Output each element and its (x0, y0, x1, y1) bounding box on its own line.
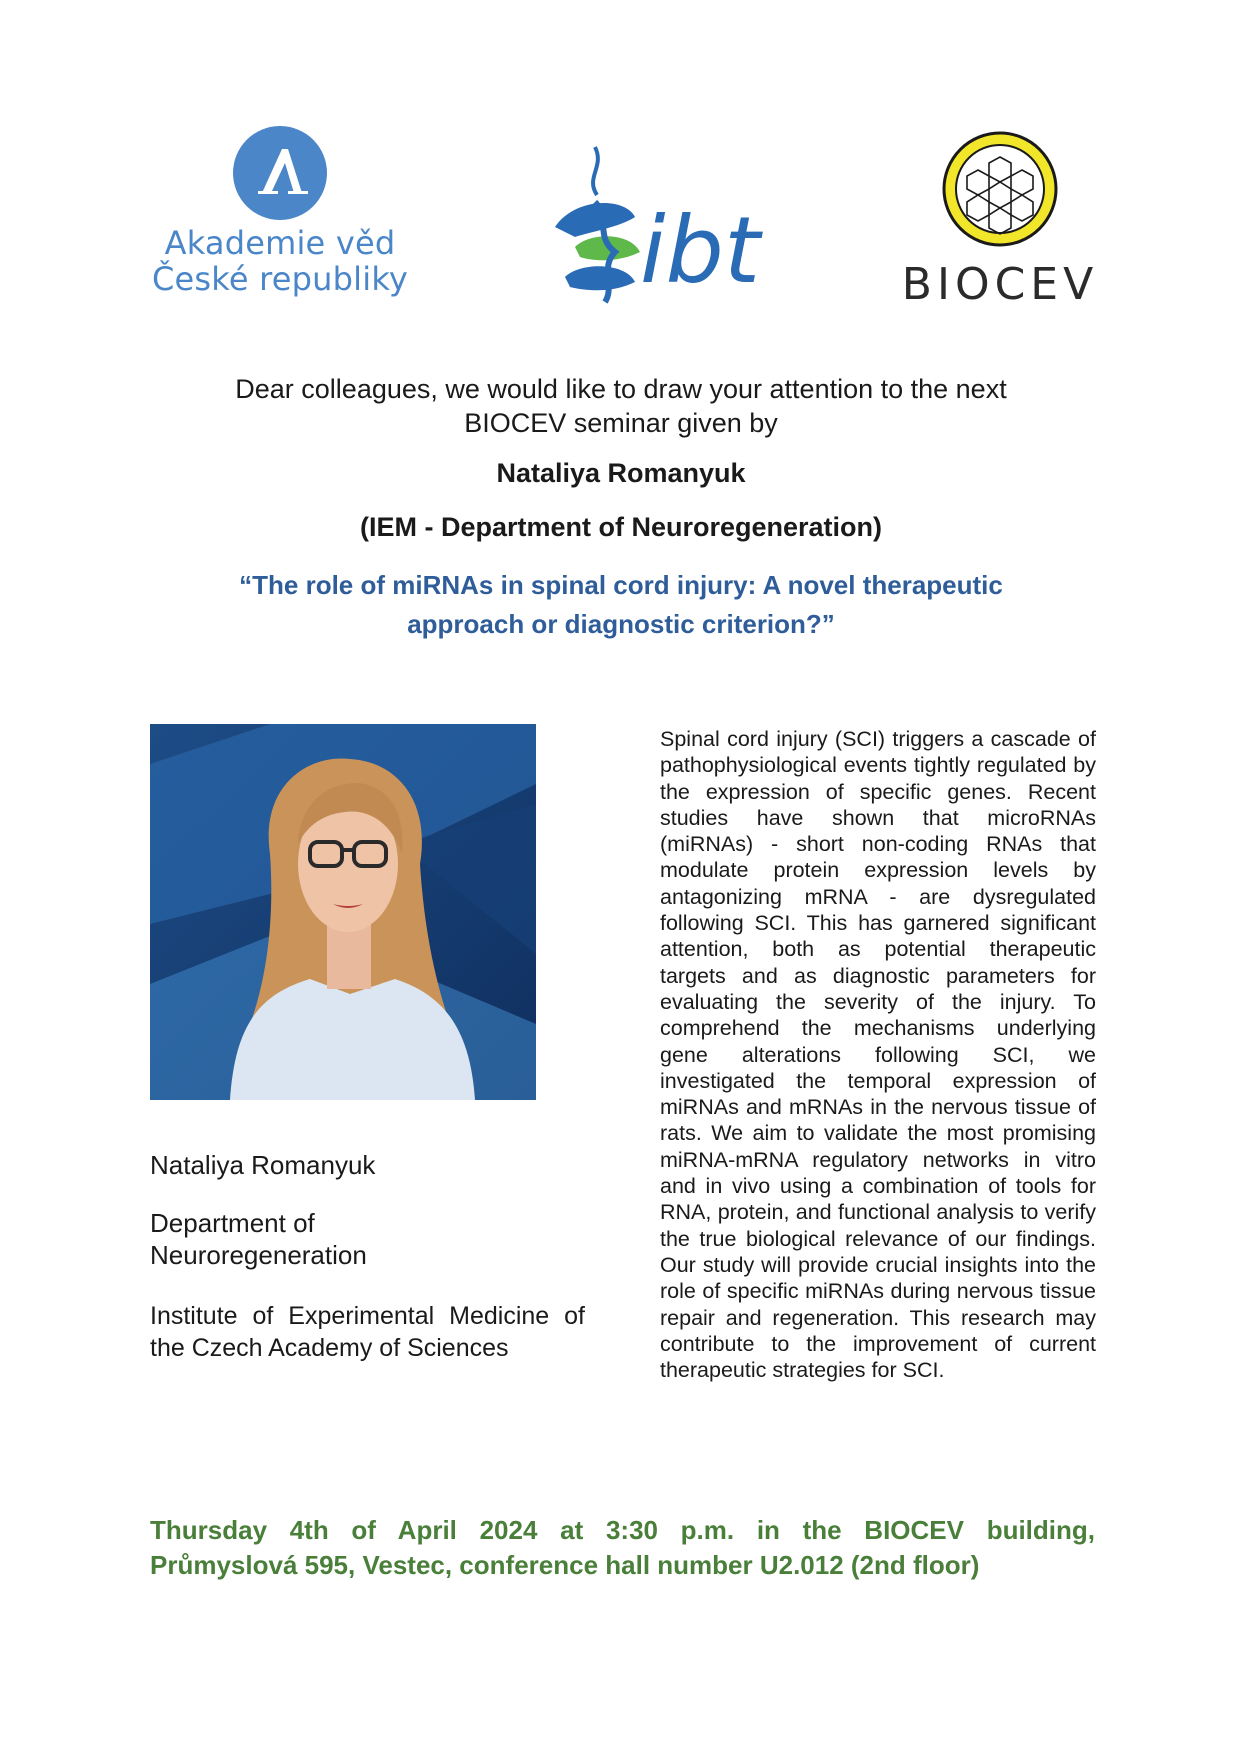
ibt-logo (535, 137, 775, 327)
speaker-name: Nataliya Romanyuk (496, 458, 746, 488)
event-line2: Průmyslová 595, Vestec, conference hall number U2.012 (2nd floor) (150, 1550, 980, 1580)
academy-of-sciences-logo (150, 125, 410, 315)
speaker-department: (IEM - Department of Neuroregeneration) (359, 512, 883, 542)
academy-name-line1: Akademie věd (164, 224, 396, 262)
speaker-photo (150, 724, 536, 1100)
caption-department (150, 1207, 367, 1271)
intro-text (0, 372, 1242, 440)
abstract-text: Spinal cord injury (SCI) triggers a cascade of pathophysiological events tightly regulated by the expression of specific genes. Recent studies have shown that microRNAs (miRNAs) - short non-coding RNAs that modulate protein expression levels by antagonizing mRNA - are dysregulated following SCI. This has garnered significant attention, both as potential therapeutic targets and as diagnostic parameters for evaluating the severity of the injury. To comprehend the mechanisms underlying gene alterations following SCI, we investigated the temporal expression of miRNAs and mRNAs in the nervous tissue of rats. We aim to validate the most promising miRNA-mRNA regulatory networks in vitro and in vivo using a combination of tools for RNA, protein, and functional analysis to verify the true biological relevance of our findings. Our study will provide crucial insights into the role of specific miRNAs during nervous tissue repair and regeneration. This research may contribute to the improvement of current therapeutic strategies for SCI. (660, 727, 1096, 1383)
academy-name (150, 225, 410, 297)
caption-institute: Institute of Experimental Medicine of the Czech Academy of Sciences (150, 1302, 585, 1362)
academy-name-line2: České republiky (151, 260, 409, 298)
event-details (150, 1513, 1095, 1583)
academy-emblem-icon (232, 125, 328, 221)
intro-line1: Dear colleagues, we would like to draw your attention to the next (235, 374, 1007, 404)
biocev-logo (900, 130, 1100, 320)
caption-department-line2: Neuroregeneration (150, 1240, 367, 1270)
biocev-logo-text: BIOCEV (901, 259, 1099, 310)
caption-department-line1: Department of (150, 1208, 315, 1238)
logo-row (0, 125, 1242, 325)
ibt-helix-icon (535, 137, 775, 317)
caption-name: Nataliya Romanyuk (150, 1150, 376, 1180)
talk-title-line2: approach or diagnostic criterion?” (407, 609, 835, 639)
biocev-emblem-icon (941, 130, 1059, 248)
event-line1: Thursday 4th of April 2024 at 3:30 p.m. in the BIOCEV building, (150, 1515, 1095, 1545)
ibt-logo-text: ibt (640, 197, 761, 304)
intro-line2: BIOCEV seminar given by (464, 408, 778, 438)
talk-title (0, 566, 1242, 644)
talk-title-line1: “The role of miRNAs in spinal cord injury: A novel therapeutic (239, 570, 1003, 600)
